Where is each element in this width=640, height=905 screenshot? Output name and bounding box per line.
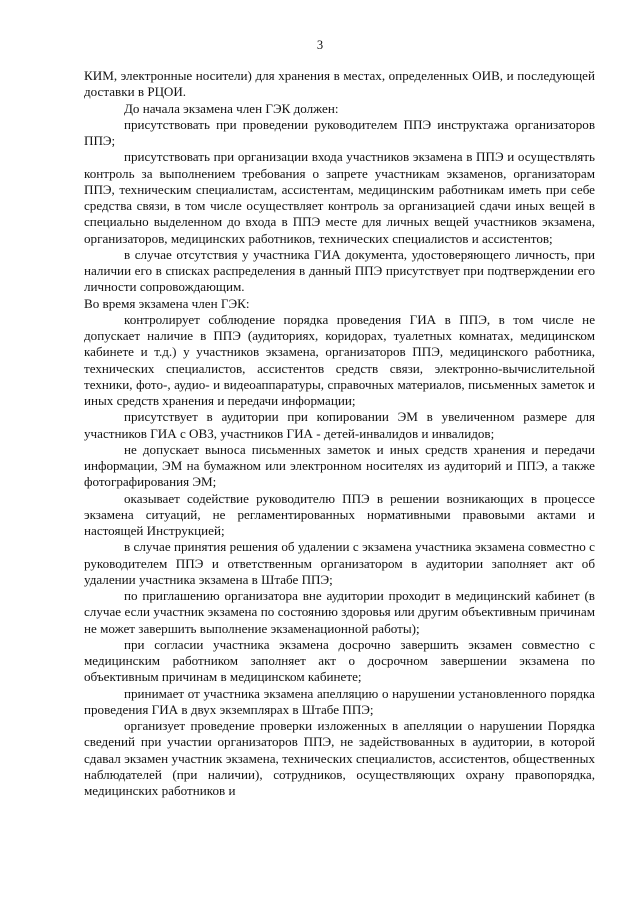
paragraph-4: присутствовать при организации входа участников экзамена в ППЭ и осуществлять контроль за выполнением требования о запрете участникам экзаменов, организаторам ППЭ, техническим специалистам, ассистентам, медицинским работникам иметь при себе средства связи, в том числе осуществляет контроль за организацией сдачи иных вещей в специально выделенном до входа в ППЭ месте для личных вещей участников экзамена, организаторов, медицинских работников, технических специалистов и ассистентов; <box>84 149 595 246</box>
document-body <box>84 68 595 799</box>
paragraph-2: До начала экзамена член ГЭК должен: <box>124 100 339 116</box>
paragraph-12: по приглашению организатора вне аудитории проходит в медицинский кабинет (в случае если участник экзамена по состоянию здоровья или другим объективным причинам не может завершить выполнение экзаменационной работы); <box>84 588 595 636</box>
paragraph-13: при согласии участника экзамена досрочно завершить экзамен совместно с медицинским работником заполняет акт о досрочном завершении экзамена по объективным причинам в медицинском кабинете; <box>84 636 595 685</box>
paragraph-14: принимает от участника экзамена апелляцию о нарушении установленного порядка проведения ГИА в двух экземплярах в Штабе ППЭ; <box>84 685 595 717</box>
paragraph-15: организует проведение проверки изложенных в апелляции о нарушении Порядка сведений при участии организаторов ППЭ, не задействованных в аудитории, в которой сдавал экзамен участник экзамена, технических специалистов, ассистентов, общественных наблюдателей (при наличии), сотрудников, осуществляющих охрану правопорядка, медицинских работников и <box>84 718 595 798</box>
paragraph-7: контролирует соблюдение порядка проведения ГИА в ППЭ, в том числе не допускает наличие в ППЭ (аудиториях, коридорах, туалетных комнатах, медицинском кабинете и т.д.) у участников экзамена, организаторов ППЭ, медицинского работника, технических специалистов, ассистентов средств связи, электронно-вычислительной техники, фото-, аудио- и видеоаппаратуры, справочных материалов, письменных заметок и иных средств хранения и передачи информации; <box>84 311 595 408</box>
paragraph-9: не допускает выноса письменных заметок и иных средств хранения и передачи информации, ЭМ на бумажном или электронном носителях из аудиторий и ППЭ, а также фотографирования ЭМ; <box>84 441 595 490</box>
paragraph-11: в случае принятия решения об удалении с экзамена участника экзамена совместно с руководителем ППЭ и ответственным организатором в аудитории заполняет акт об удалении участника экзамена в Штабе ППЭ; <box>84 539 595 587</box>
paragraph-6: Во время экзамена член ГЭК: <box>84 295 250 311</box>
paragraph-10: оказывает содействие руководителю ППЭ в решении возникающих в процессе экзамена ситуаций, не регламентированных нормативными правовыми актами и настоящей Инструкцией; <box>84 490 595 538</box>
paragraph-8: присутствует в аудитории при копировании ЭМ в увеличенном размере для участников ГИА с ОВЗ, участников ГИА - детей-инвалидов и инвалидов; <box>84 409 595 441</box>
paragraph-5: в случае отсутствия у участника ГИА документа, удостоверяющего личность, при наличии его в списках распределения в данный ППЭ присутствует при подтверждении его личности сопровождающим. <box>84 246 595 295</box>
paragraph-1: КИМ, электронные носители) для хранения в местах, определенных ОИВ, и последующей доставки в РЦОИ. <box>84 68 595 100</box>
paragraph-3: присутствовать при проведении руководителем ППЭ инструктажа организаторов ППЭ; <box>84 116 595 148</box>
page-number: 3 <box>316 38 324 52</box>
